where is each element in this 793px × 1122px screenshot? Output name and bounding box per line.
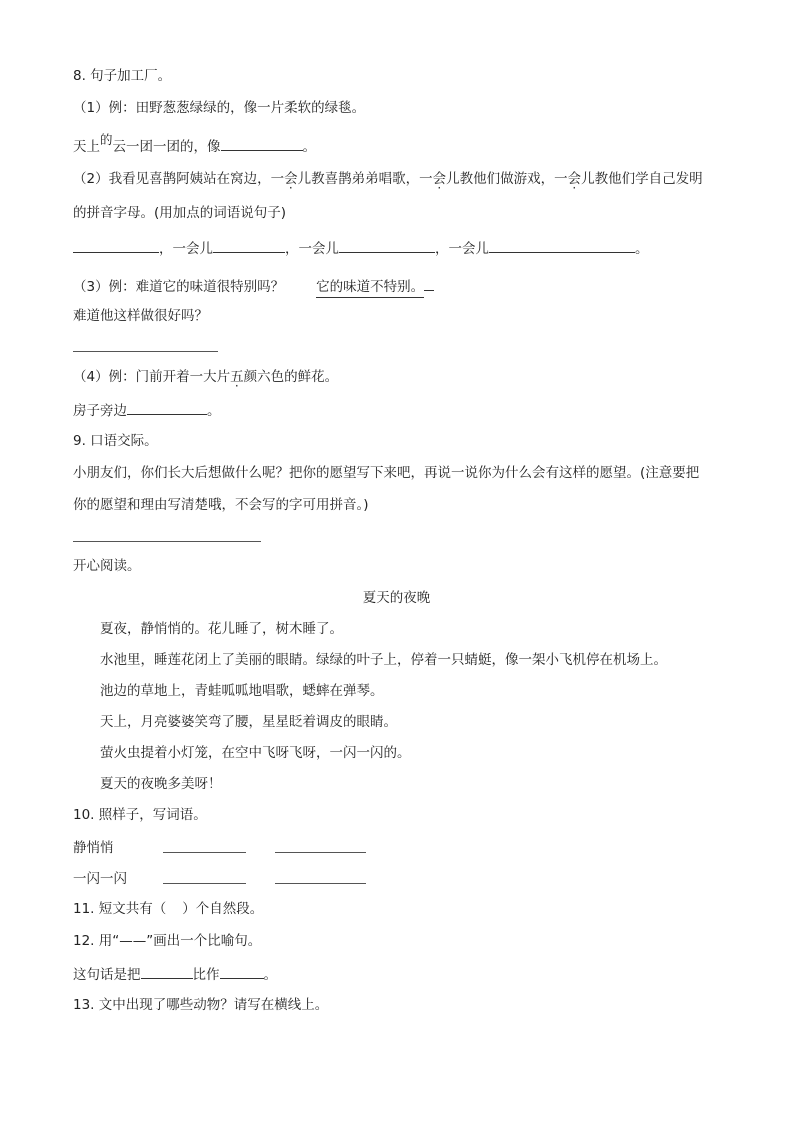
q8-part3-example xyxy=(73,276,434,296)
q10-word-1-blank-2[interactable] xyxy=(275,852,366,853)
reading-title: 夏天的夜晚 xyxy=(362,590,431,606)
q8-part2-sep-3: ，一会儿 xyxy=(435,241,489,257)
q10-word-1: 静悄悄 xyxy=(73,840,114,856)
q8-part2-end: 。 xyxy=(635,241,649,257)
q10-word-1-blank-1[interactable] xyxy=(163,852,246,853)
q10-word-2: 一闪一闪 xyxy=(73,871,127,887)
q8-part2-line1 xyxy=(73,170,703,188)
q8-part2-keyword-1: 一会儿 xyxy=(270,171,312,187)
q12-blank-1[interactable] xyxy=(141,964,193,979)
reading-intro: 开心阅读。 xyxy=(73,558,141,574)
q8-part2-sep-2: ，一会儿 xyxy=(285,241,339,257)
q8-part3-answer: 它的味道不特别。 xyxy=(316,279,424,298)
q8-part2-text-b: 教喜鹊弟弟唱歌， xyxy=(311,171,420,187)
q8-part1-example: （1）例：田野葱葱绿绿的，像一片柔软的绿毯。 xyxy=(73,100,366,116)
q8-part4-dotted: 一大片五颜六色 · xyxy=(190,369,285,385)
q10-word-2-blank-2[interactable] xyxy=(275,883,366,884)
q8-part4-text-a: （4）例：门前开着 xyxy=(73,369,190,385)
q8-part4-example xyxy=(73,368,338,386)
reading-paragraph: 水池里，睡莲花闭上了美丽的眼睛。绿绿的叶子上，停着一只蜻蜓，像一架小飞机停在机场上。 xyxy=(100,652,667,668)
q8-title: 8. 句子加工厂。 xyxy=(73,68,172,84)
q8-part1-question xyxy=(73,132,317,156)
q8-part2-blank-4[interactable] xyxy=(489,238,635,253)
q8-part2-line2: 的拼音字母。(用加点的词语说句子) xyxy=(73,205,287,221)
q8-part4-blank[interactable] xyxy=(127,400,207,415)
q8-part3-example-text: （3）例：难道它的味道很特别吗？ xyxy=(73,279,285,295)
reading-paragraph: 萤火虫提着小灯笼，在空中飞呀飞呀，一闪一闪的。 xyxy=(100,745,411,761)
q8-part4-q-text: 房子旁边 xyxy=(73,403,127,419)
q8-part2-keyword-2: 一会儿 xyxy=(419,171,460,187)
reading-paragraph: 夏天的夜晚多美呀！ xyxy=(100,776,222,792)
q13-title: 13. 文中出现了哪些动物？请写在横线上。 xyxy=(73,997,329,1013)
q8-part3-question: 难道他这样做很好吗？ xyxy=(73,308,208,324)
q8-part4-question xyxy=(73,400,221,420)
q8-part2-text-d: 教他们学自己发明 xyxy=(594,171,703,187)
q9-prompt-line2: 你的愿望和理由写清楚哦，不会写的字可用拼音。) xyxy=(73,497,369,513)
q8-part1-blank[interactable] xyxy=(221,136,303,151)
q10-word-2-blank-1[interactable] xyxy=(163,883,246,884)
reading-paragraph: 夏夜，静悄悄的。花儿睡了，树木睡了。 xyxy=(100,621,343,637)
q8-part2-text-c: 教他们做游戏， xyxy=(459,171,555,187)
q8-part1-text-a: 天上 xyxy=(73,139,100,155)
q8-part1-end: 。 xyxy=(302,139,317,155)
q8-part1-text-b: 云一团一团的，像 xyxy=(112,139,221,155)
q8-part4-text-b: 的鲜花。 xyxy=(284,369,339,385)
q8-part1-sup: 的 xyxy=(100,132,113,147)
q8-part2-fill-line xyxy=(73,238,649,258)
q9-answer-line[interactable] xyxy=(73,541,261,542)
q12-blank-2[interactable] xyxy=(220,964,264,979)
reading-paragraph: 池边的草地上，青蛙呱呱地唱歌，蟋蟀在弹琴。 xyxy=(100,683,384,699)
q8-part2-text-a: （2）我看见喜鹊阿姨站在窝边， xyxy=(73,171,271,187)
reading-paragraph: 天上，月亮婆婆笑弯了腰，星星眨着调皮的眼睛。 xyxy=(100,714,397,730)
q11-text-a: 11. 短文共有（ xyxy=(73,901,167,917)
q8-part2-blank-2[interactable] xyxy=(213,238,285,253)
q8-part4-end: 。 xyxy=(207,403,221,419)
q8-part3-answer-line[interactable] xyxy=(73,351,218,352)
q8-part2-sep-1: ，一会儿 xyxy=(159,241,213,257)
q8-part2-blank-1[interactable] xyxy=(73,238,159,253)
q12-question xyxy=(73,964,277,984)
q8-part2-keyword-3: 一会儿 xyxy=(554,171,595,187)
q12-end: 。 xyxy=(263,967,277,983)
q11-text-b: ）个自然段。 xyxy=(182,901,264,917)
q9-prompt-line1: 小朋友们，你们长大后想做什么呢？把你的愿望写下来吧，再说一说你为什么会有这样的愿望。(注意要把 xyxy=(73,465,700,481)
q10-title: 10. 照样子，写词语。 xyxy=(73,807,207,823)
q11-question xyxy=(73,900,263,918)
q12-title: 12. 用“——”画出一个比喻句。 xyxy=(73,933,262,949)
q9-title: 9. 口语交际。 xyxy=(73,433,158,449)
q8-part2-blank-3[interactable] xyxy=(339,238,435,253)
q12-text-b: 比作 xyxy=(192,967,220,983)
q12-text-a: 这句话是把 xyxy=(73,967,141,983)
